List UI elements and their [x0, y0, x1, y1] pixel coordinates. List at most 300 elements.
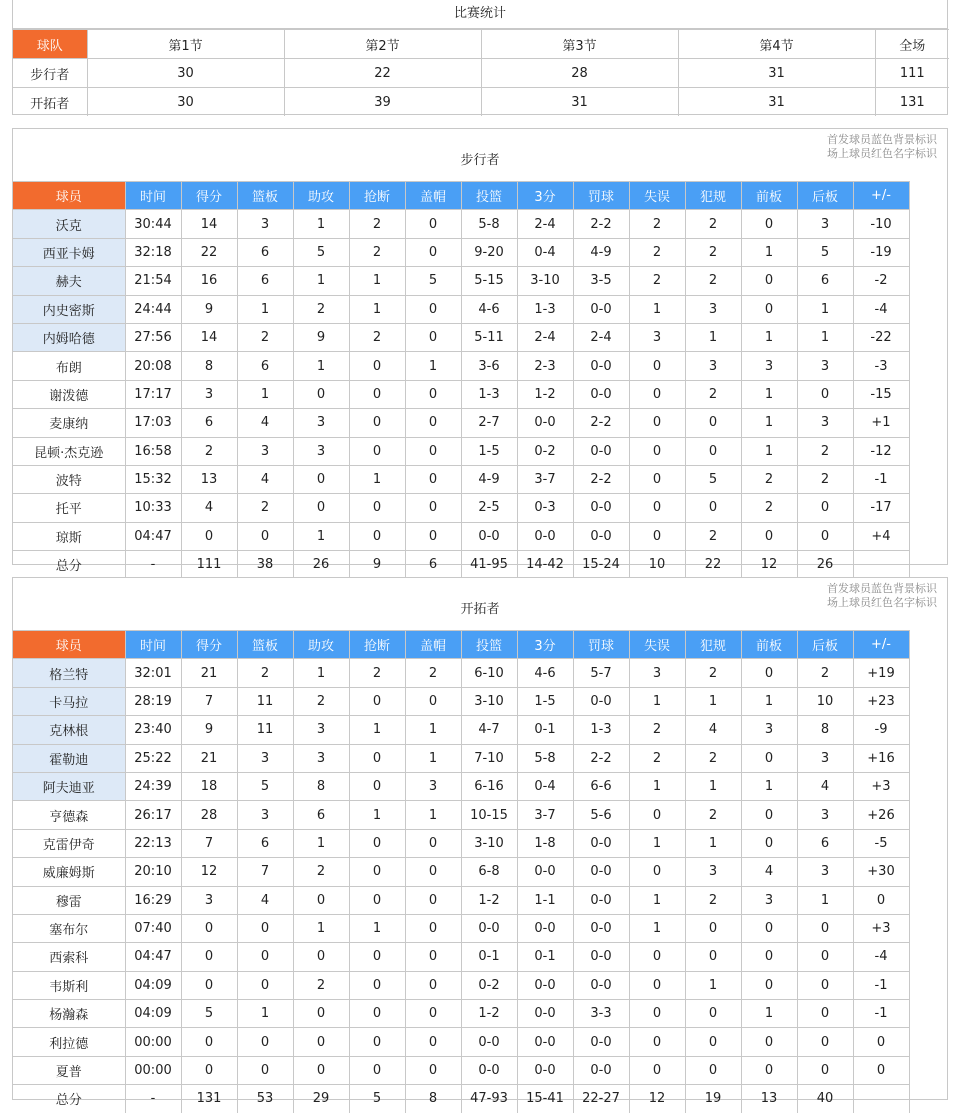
stat-cell: 3: [741, 886, 797, 914]
stat-cell: 0-0: [573, 886, 629, 914]
stat-cell: 14: [181, 210, 237, 238]
stat-cell: 21: [181, 744, 237, 772]
stat-cell: 4-6: [517, 659, 573, 687]
stat-cell: 2: [685, 522, 741, 550]
stat-cell: 0-1: [461, 943, 517, 971]
stat-cell: 0-0: [517, 858, 573, 886]
stat-cell: 0: [349, 352, 405, 380]
total-cell: 5: [349, 1085, 405, 1113]
stat-cell: 0: [853, 886, 909, 914]
stat-cell: 1: [629, 886, 685, 914]
stat-cell: +3: [853, 772, 909, 800]
stat-cell: 3-3: [573, 1000, 629, 1028]
stat-cell: 3: [629, 659, 685, 687]
stat-cell: 7-10: [461, 744, 517, 772]
total-cell: 9: [349, 551, 405, 579]
stat-cell: 1: [741, 1000, 797, 1028]
stat-cell: 0: [741, 1056, 797, 1084]
stat-cell: 6: [237, 238, 293, 266]
stat-cell: 0: [405, 858, 461, 886]
total-row: [13, 551, 909, 579]
player-name: 夏普: [13, 1056, 125, 1084]
stat-cell: 0-0: [573, 352, 629, 380]
stat-cell: 0: [629, 465, 685, 493]
stat-cell: -10: [853, 210, 909, 238]
stat-cell: 2: [685, 210, 741, 238]
stat-cell: -12: [853, 437, 909, 465]
team-stats-pacers: [12, 128, 948, 575]
stat-cell: 1: [405, 801, 461, 829]
stat-cell: 32:01: [125, 659, 181, 687]
total-cell: [853, 1085, 909, 1113]
player-name: 卡马拉: [13, 687, 125, 715]
stat-cell: 0: [293, 465, 349, 493]
player-row: [13, 914, 909, 942]
player-name: 布朗: [13, 352, 125, 380]
stat-cell: 2: [685, 238, 741, 266]
total-cell: 6: [405, 551, 461, 579]
stat-cell: 16: [181, 267, 237, 295]
player-name: 昆顿·杰克逊: [13, 437, 125, 465]
stat-cell: 0-0: [517, 409, 573, 437]
column-header: 抢断: [349, 182, 405, 210]
stat-cell: 1: [741, 409, 797, 437]
stat-cell: 5-15: [461, 267, 517, 295]
stat-cell: 4: [237, 886, 293, 914]
player-name: 塞布尔: [13, 914, 125, 942]
stat-cell: 3: [293, 437, 349, 465]
stat-cell: 2: [685, 744, 741, 772]
summary-header-cell: 第3节: [481, 30, 678, 59]
score-summary: [12, 0, 948, 115]
stat-cell: 3: [685, 352, 741, 380]
column-header: 后板: [797, 182, 853, 210]
stat-cell: 32:18: [125, 238, 181, 266]
stat-cell: 5-8: [517, 744, 573, 772]
player-name: 西索科: [13, 943, 125, 971]
column-header: 助攻: [293, 182, 349, 210]
summary-cell: 31: [678, 59, 875, 88]
stat-cell: 0: [349, 380, 405, 408]
stat-cell: 1: [405, 716, 461, 744]
stat-cell: 6: [293, 801, 349, 829]
stat-cell: 1: [405, 744, 461, 772]
stat-cell: 3-7: [517, 465, 573, 493]
stat-cell: 0: [405, 687, 461, 715]
column-header: 后板: [797, 631, 853, 659]
column-header: 时间: [125, 182, 181, 210]
stat-cell: 20:08: [125, 352, 181, 380]
stat-cell: 04:47: [125, 943, 181, 971]
stat-cell: +16: [853, 744, 909, 772]
column-header: +/-: [853, 631, 909, 659]
stat-cell: 2-5: [461, 494, 517, 522]
stat-cell: 6: [797, 829, 853, 857]
stat-cell: 00:00: [125, 1028, 181, 1056]
stat-cell: 8: [797, 716, 853, 744]
stat-cell: 3-10: [461, 687, 517, 715]
stat-cell: 1: [741, 323, 797, 351]
player-row: [13, 1000, 909, 1028]
column-header: 得分: [181, 182, 237, 210]
stat-cell: 2: [741, 465, 797, 493]
stat-cell: 5: [685, 465, 741, 493]
stat-cell: 1: [629, 914, 685, 942]
player-row: [13, 687, 909, 715]
stat-cell: 2: [349, 238, 405, 266]
stat-cell: 4-6: [461, 295, 517, 323]
stat-cell: 0: [405, 409, 461, 437]
stat-cell: 0: [741, 801, 797, 829]
player-row: [13, 716, 909, 744]
stat-cell: 8: [293, 772, 349, 800]
total-cell: 15-24: [573, 551, 629, 579]
stat-cell: 9: [181, 716, 237, 744]
stat-cell: 2: [293, 295, 349, 323]
stat-cell: 1: [293, 522, 349, 550]
total-cell: [853, 551, 909, 579]
stat-cell: 2: [293, 687, 349, 715]
player-name: 谢泼德: [13, 380, 125, 408]
stat-cell: 1-3: [573, 716, 629, 744]
stat-cell: 0: [405, 829, 461, 857]
stat-cell: 1: [349, 914, 405, 942]
player-row: [13, 1028, 909, 1056]
stat-cell: 0: [349, 829, 405, 857]
summary-cell: 22: [284, 59, 481, 88]
stat-cell: 0: [405, 437, 461, 465]
stat-cell: 5-11: [461, 323, 517, 351]
stat-cell: 0: [405, 238, 461, 266]
summary-row: [13, 59, 949, 88]
stat-cell: 9: [181, 295, 237, 323]
stats-header-row: [13, 182, 909, 210]
stat-cell: 11: [237, 687, 293, 715]
stat-cell: 2: [797, 465, 853, 493]
stat-cell: 2: [405, 659, 461, 687]
stat-cell: 1: [237, 1000, 293, 1028]
stat-cell: 16:58: [125, 437, 181, 465]
player-row: [13, 858, 909, 886]
stat-cell: 9-20: [461, 238, 517, 266]
stat-cell: 1-2: [461, 886, 517, 914]
stat-cell: 0-0: [573, 829, 629, 857]
summary-header-cell: 第2节: [284, 30, 481, 59]
summary-header-cell: 第1节: [87, 30, 284, 59]
stat-cell: 3-10: [517, 267, 573, 295]
column-header: 犯规: [685, 631, 741, 659]
stat-cell: 0: [181, 1028, 237, 1056]
stat-cell: 14: [181, 323, 237, 351]
stat-cell: 4-9: [461, 465, 517, 493]
stat-cell: 27:56: [125, 323, 181, 351]
stat-cell: 1: [629, 772, 685, 800]
stat-cell: 0: [685, 1056, 741, 1084]
total-cell: 38: [237, 551, 293, 579]
total-cell: 22-27: [573, 1085, 629, 1113]
stat-cell: 22:13: [125, 829, 181, 857]
player-name: 格兰特: [13, 659, 125, 687]
total-cell: 41-95: [461, 551, 517, 579]
stat-cell: 4: [741, 858, 797, 886]
stat-cell: 2: [685, 659, 741, 687]
stat-cell: -19: [853, 238, 909, 266]
stat-cell: 11: [237, 716, 293, 744]
summary-cell: 28: [481, 59, 678, 88]
stat-cell: 0: [741, 971, 797, 999]
column-header: 抢断: [349, 631, 405, 659]
player-row: [13, 744, 909, 772]
stat-cell: 0-0: [517, 914, 573, 942]
total-cell: 47-93: [461, 1085, 517, 1113]
player-name: 杨瀚森: [13, 1000, 125, 1028]
stat-cell: 3: [797, 744, 853, 772]
stat-cell: 0: [741, 210, 797, 238]
stat-cell: 28:19: [125, 687, 181, 715]
stat-cell: 3: [237, 744, 293, 772]
stat-cell: 0: [349, 943, 405, 971]
stat-cell: 3-5: [573, 267, 629, 295]
stat-cell: 3: [237, 437, 293, 465]
stat-cell: 2: [237, 323, 293, 351]
stat-cell: 0-2: [517, 437, 573, 465]
player-name: 利拉德: [13, 1028, 125, 1056]
stat-cell: 0-0: [517, 1000, 573, 1028]
stat-cell: 3: [685, 858, 741, 886]
stat-cell: 0: [349, 1056, 405, 1084]
stat-cell: 0-0: [573, 1056, 629, 1084]
stat-cell: 3: [237, 801, 293, 829]
summary-title: 比赛统计: [13, 0, 947, 29]
stat-cell: 0: [629, 437, 685, 465]
stat-cell: 0: [181, 943, 237, 971]
stat-cell: 0-0: [573, 858, 629, 886]
stat-cell: 10:33: [125, 494, 181, 522]
player-name: 麦康纳: [13, 409, 125, 437]
stat-cell: 0-0: [573, 494, 629, 522]
player-name: 克雷伊奇: [13, 829, 125, 857]
stat-cell: 1-3: [517, 295, 573, 323]
stat-cell: 25:22: [125, 744, 181, 772]
stat-cell: 0-0: [573, 295, 629, 323]
stat-cell: 0: [629, 494, 685, 522]
stat-cell: 3: [181, 380, 237, 408]
total-cell: 19: [685, 1085, 741, 1113]
player-row: [13, 323, 909, 351]
stat-cell: 2: [237, 659, 293, 687]
stat-cell: 3: [741, 716, 797, 744]
stat-cell: 0: [629, 1000, 685, 1028]
stat-cell: 1: [685, 971, 741, 999]
player-name: 阿夫迪亚: [13, 772, 125, 800]
player-row: [13, 210, 909, 238]
stat-cell: 3: [293, 409, 349, 437]
stat-cell: -1: [853, 465, 909, 493]
stat-cell: 4: [685, 716, 741, 744]
stat-cell: 2: [629, 744, 685, 772]
stat-cell: 0: [349, 971, 405, 999]
stat-cell: 1: [349, 267, 405, 295]
player-name: 亨德森: [13, 801, 125, 829]
stat-cell: 10-15: [461, 801, 517, 829]
stat-cell: 0: [237, 522, 293, 550]
stat-cell: 0: [685, 914, 741, 942]
player-row: [13, 829, 909, 857]
stat-cell: 1: [629, 687, 685, 715]
summary-header-cell: 全场: [875, 30, 949, 59]
team-name: 开拓者: [460, 602, 500, 617]
stat-cell: 0-4: [517, 772, 573, 800]
stat-cell: 2-3: [517, 352, 573, 380]
stat-cell: 3: [629, 323, 685, 351]
stat-cell: 0: [237, 943, 293, 971]
stat-cell: +19: [853, 659, 909, 687]
stat-cell: 0: [349, 687, 405, 715]
column-header: 犯规: [685, 182, 741, 210]
stat-cell: 22: [181, 238, 237, 266]
stat-cell: 0-0: [517, 522, 573, 550]
stat-cell: 0: [237, 1028, 293, 1056]
player-name: 西亚卡姆: [13, 238, 125, 266]
stat-cell: 5-6: [573, 801, 629, 829]
stat-cell: 1: [237, 295, 293, 323]
stat-cell: 4: [181, 494, 237, 522]
column-header: 球员: [13, 631, 125, 659]
player-name: 威廉姆斯: [13, 858, 125, 886]
stat-cell: 0-1: [517, 943, 573, 971]
stat-cell: 0-3: [517, 494, 573, 522]
legend-oncourt: 场上球员红色名字标识: [827, 147, 937, 160]
player-name: 赫夫: [13, 267, 125, 295]
player-row: [13, 659, 909, 687]
stat-cell: -4: [853, 943, 909, 971]
stat-cell: 0: [629, 943, 685, 971]
stat-cell: 1-2: [517, 380, 573, 408]
stat-cell: 0: [349, 772, 405, 800]
stat-cell: 1: [349, 716, 405, 744]
stat-cell: 0-0: [517, 971, 573, 999]
column-header: 得分: [181, 631, 237, 659]
stat-cell: 0: [629, 409, 685, 437]
stat-cell: 1-3: [461, 380, 517, 408]
stat-cell: 0: [797, 494, 853, 522]
stat-cell: 13: [181, 465, 237, 493]
stat-cell: 0-0: [517, 1028, 573, 1056]
total-row: [13, 1085, 909, 1113]
total-cell: 131: [181, 1085, 237, 1113]
legend-starter: 首发球员蓝色背景标识: [827, 133, 937, 146]
stat-cell: 0: [181, 522, 237, 550]
summary-cell: 31: [481, 88, 678, 117]
player-row: [13, 886, 909, 914]
stat-cell: 2-2: [573, 465, 629, 493]
column-header: 盖帽: [405, 182, 461, 210]
stat-cell: 0: [629, 858, 685, 886]
stat-cell: 0: [629, 380, 685, 408]
column-header: 助攻: [293, 631, 349, 659]
stat-cell: 21: [181, 659, 237, 687]
stat-cell: -17: [853, 494, 909, 522]
stat-cell: 0: [797, 1028, 853, 1056]
stat-cell: 2: [293, 971, 349, 999]
player-row: [13, 380, 909, 408]
stat-cell: 24:39: [125, 772, 181, 800]
stat-cell: -3: [853, 352, 909, 380]
stat-cell: 2-2: [573, 210, 629, 238]
stat-cell: 0-0: [461, 1028, 517, 1056]
stat-cell: 2: [741, 494, 797, 522]
stat-cell: 07:40: [125, 914, 181, 942]
stat-cell: 1: [741, 687, 797, 715]
total-cell: 26: [797, 551, 853, 579]
legend-note: [827, 133, 937, 161]
stat-cell: 0: [181, 914, 237, 942]
stat-cell: 0: [181, 1056, 237, 1084]
column-header: 投篮: [461, 631, 517, 659]
stat-cell: -5: [853, 829, 909, 857]
stat-cell: 0: [685, 437, 741, 465]
stat-cell: 6: [237, 352, 293, 380]
player-name: 波特: [13, 465, 125, 493]
stat-cell: 0: [741, 943, 797, 971]
stat-cell: 1: [293, 210, 349, 238]
stat-cell: 20:10: [125, 858, 181, 886]
summary-cell: 30: [87, 59, 284, 88]
column-header: 投篮: [461, 182, 517, 210]
total-cell: 10: [629, 551, 685, 579]
stat-cell: 6: [797, 267, 853, 295]
stat-cell: 3: [797, 858, 853, 886]
stat-cell: 0-0: [517, 1056, 573, 1084]
total-cell: 29: [293, 1085, 349, 1113]
stat-cell: 1: [349, 801, 405, 829]
stat-cell: 2: [797, 659, 853, 687]
summary-cell: 30: [87, 88, 284, 117]
stat-cell: 2: [629, 238, 685, 266]
stat-cell: 0: [349, 409, 405, 437]
team-title-bar: [13, 129, 947, 181]
stat-cell: 0: [797, 1056, 853, 1084]
stat-cell: 2: [685, 267, 741, 295]
player-row: [13, 971, 909, 999]
stat-cell: 10: [797, 687, 853, 715]
stat-cell: 3: [293, 744, 349, 772]
stat-cell: 4: [237, 465, 293, 493]
stat-cell: 4: [237, 409, 293, 437]
stat-cell: 0-0: [573, 943, 629, 971]
stat-cell: 6-16: [461, 772, 517, 800]
stat-cell: 1-5: [461, 437, 517, 465]
stat-cell: 0: [685, 1028, 741, 1056]
total-cell: 12: [629, 1085, 685, 1113]
stat-cell: 3: [405, 772, 461, 800]
stat-cell: 3-6: [461, 352, 517, 380]
player-row: [13, 295, 909, 323]
stat-cell: +30: [853, 858, 909, 886]
total-label: 总分: [13, 1085, 125, 1113]
stat-cell: 0: [797, 971, 853, 999]
player-row: [13, 801, 909, 829]
stat-cell: 7: [181, 687, 237, 715]
stat-cell: 5: [797, 238, 853, 266]
stat-cell: 0: [629, 801, 685, 829]
column-header: 前板: [741, 631, 797, 659]
stat-cell: 0: [293, 380, 349, 408]
stat-cell: 0: [741, 522, 797, 550]
stat-cell: 2: [629, 267, 685, 295]
team-name: 步行者: [460, 153, 500, 168]
stat-cell: 0: [405, 971, 461, 999]
